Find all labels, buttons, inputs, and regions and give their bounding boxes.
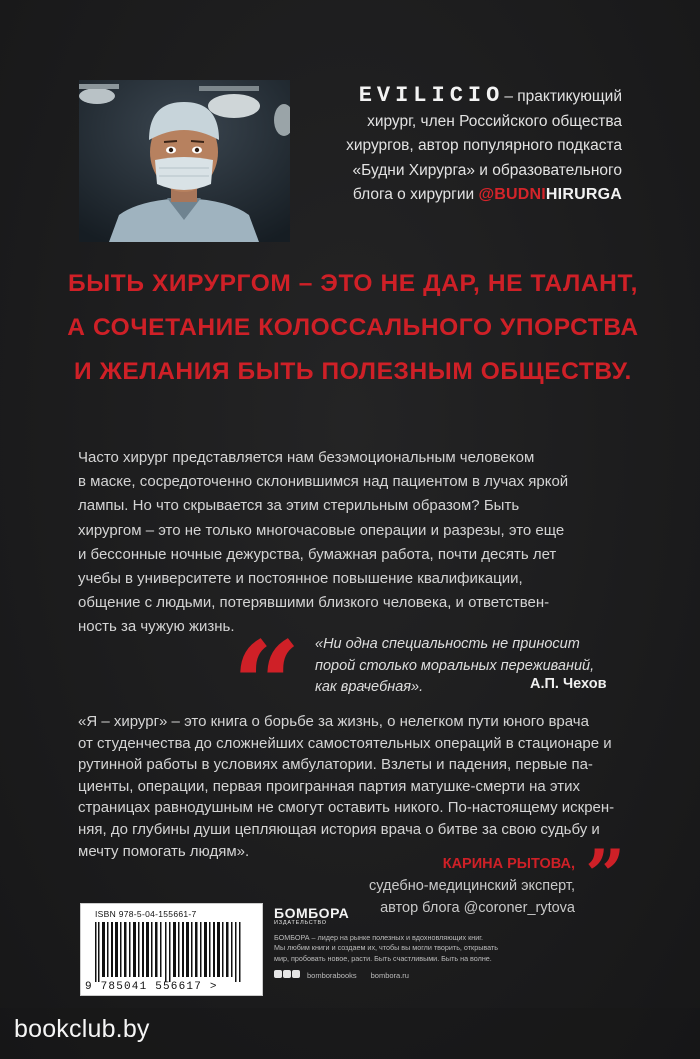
headline-line: И ЖЕЛАНИЯ БЫТЬ ПОЛЕЗНЫМ ОБЩЕСТВУ.: [74, 358, 632, 385]
quote-line: как врачебная».: [315, 679, 424, 695]
reviewer-name: КАРИНА РЫТОВА,: [442, 856, 575, 872]
text-line: в маске, сосредоточенно склонившимся над пациентом в лучах яркой: [78, 473, 569, 491]
text-line: страницах равнодушным не смогут оставить никого. По-настоящему искрен-: [78, 799, 615, 817]
text-line: циенты, операции, первая проигранная партия матушке-смерти на этих: [78, 777, 580, 795]
publisher-text: [274, 933, 594, 964]
social-icons: [274, 970, 301, 980]
text-line: лампы. Но что скрывается за этим стерильным образом? Быть: [78, 497, 520, 515]
reviewer-blog: автор блога @coroner_rytova: [380, 900, 575, 916]
text-line: и бессонные ночные дежурства, бумажная работа, почти десять лет: [78, 545, 557, 563]
text-line: няя, до глубины души цепляющая история врача о битве за свою судьбу и: [78, 820, 600, 838]
surgeon-illustration: [79, 80, 290, 242]
text-line: учебы в университете и постоянное повышение квалификации,: [78, 570, 523, 588]
barcode-digits: 9 785041 556617 >: [85, 981, 218, 993]
barcode-bars-icon: [95, 922, 251, 982]
isbn: ISBN 978-5-04-155661-7: [95, 909, 197, 919]
headline-line: А СОЧЕТАНИЕ КОЛОССАЛЬНОГО УПОРСТВА: [67, 314, 639, 341]
author-bio: [302, 84, 622, 208]
text-line: «Я – хирург» – это книга о борьбе за жизнь, о нелегком пути юного врача: [78, 713, 589, 730]
surgeon-icon: [79, 80, 290, 242]
publisher-sub: ИЗДАТЕЛЬСТВО: [274, 920, 327, 926]
publisher-logo: БОМБОРА: [274, 905, 350, 921]
author-bio-line: блога о хирургии: [352, 186, 475, 203]
quote-line: порой столько моральных переживаний,: [315, 657, 595, 674]
author-handle: @BUDNIHIRURGA: [478, 186, 622, 203]
publisher-text-line: Мы любим книги и создаем их, чтобы вы могли творить, открывать: [274, 943, 498, 953]
publisher-text-line: БОМБОРА – лидер на рынке полезных и вдохновляющих книг.: [274, 933, 483, 942]
vk-icon: [274, 970, 282, 978]
author-bio-line: «Будни Хирурга» и образовательного: [352, 161, 622, 179]
publisher-info: [274, 905, 594, 980]
text-line: от студенчества до сложнейших самостоятельных операций в стационаре и: [78, 734, 612, 752]
review-paragraph: [78, 711, 623, 862]
telegram-icon: [283, 970, 291, 978]
text-line: рутинной работы в условиях амбулатории. Взлеты и падения, первые па-: [78, 756, 593, 774]
text-line: Часто хирург представляется нам безэмоциональным человеком: [78, 449, 535, 466]
author-name: EVILICIO: [358, 83, 505, 108]
text-line: мечту помогать людям».: [78, 842, 250, 860]
quote-line: «Ни одна специальность не приносит: [315, 636, 580, 652]
author-bio-line: – практикующий: [504, 88, 622, 105]
headline: [58, 262, 648, 394]
close-quote-icon: ”: [585, 834, 622, 917]
social-handle: bomborabooks: [307, 970, 357, 980]
author-bio-line: хирургов, автор популярного подкаста: [346, 137, 622, 154]
ok-icon: [292, 970, 300, 978]
reviewer-role: судебно-медицинский эксперт,: [369, 878, 575, 894]
quote-author: А.П. Чехов: [530, 676, 607, 692]
author-bio-line: хирург, член Российского общества: [367, 112, 622, 130]
description-paragraph: [78, 446, 623, 640]
publisher-site: bombora.ru: [370, 970, 409, 980]
publisher-text-line: мир, пробовать новое, расти. Быть счастливыми. Быть на волне.: [274, 953, 492, 963]
open-quote-icon: “: [232, 615, 294, 756]
publisher-links: [274, 970, 594, 980]
headline-line: БЫТЬ ХИРУРГОМ – ЭТО НЕ ДАР, НЕ ТАЛАНТ,: [68, 270, 638, 297]
text-line: общение с людьми, потерявшими близкого человека, и ответствен-: [78, 594, 550, 612]
watermark: bookclub.by: [14, 1015, 150, 1043]
barcode: [80, 903, 263, 996]
text-line: хирургом – это не только многочасовые операции и разрезы, это еще: [78, 521, 565, 539]
text-line: ность за чужую жизнь.: [78, 618, 235, 636]
